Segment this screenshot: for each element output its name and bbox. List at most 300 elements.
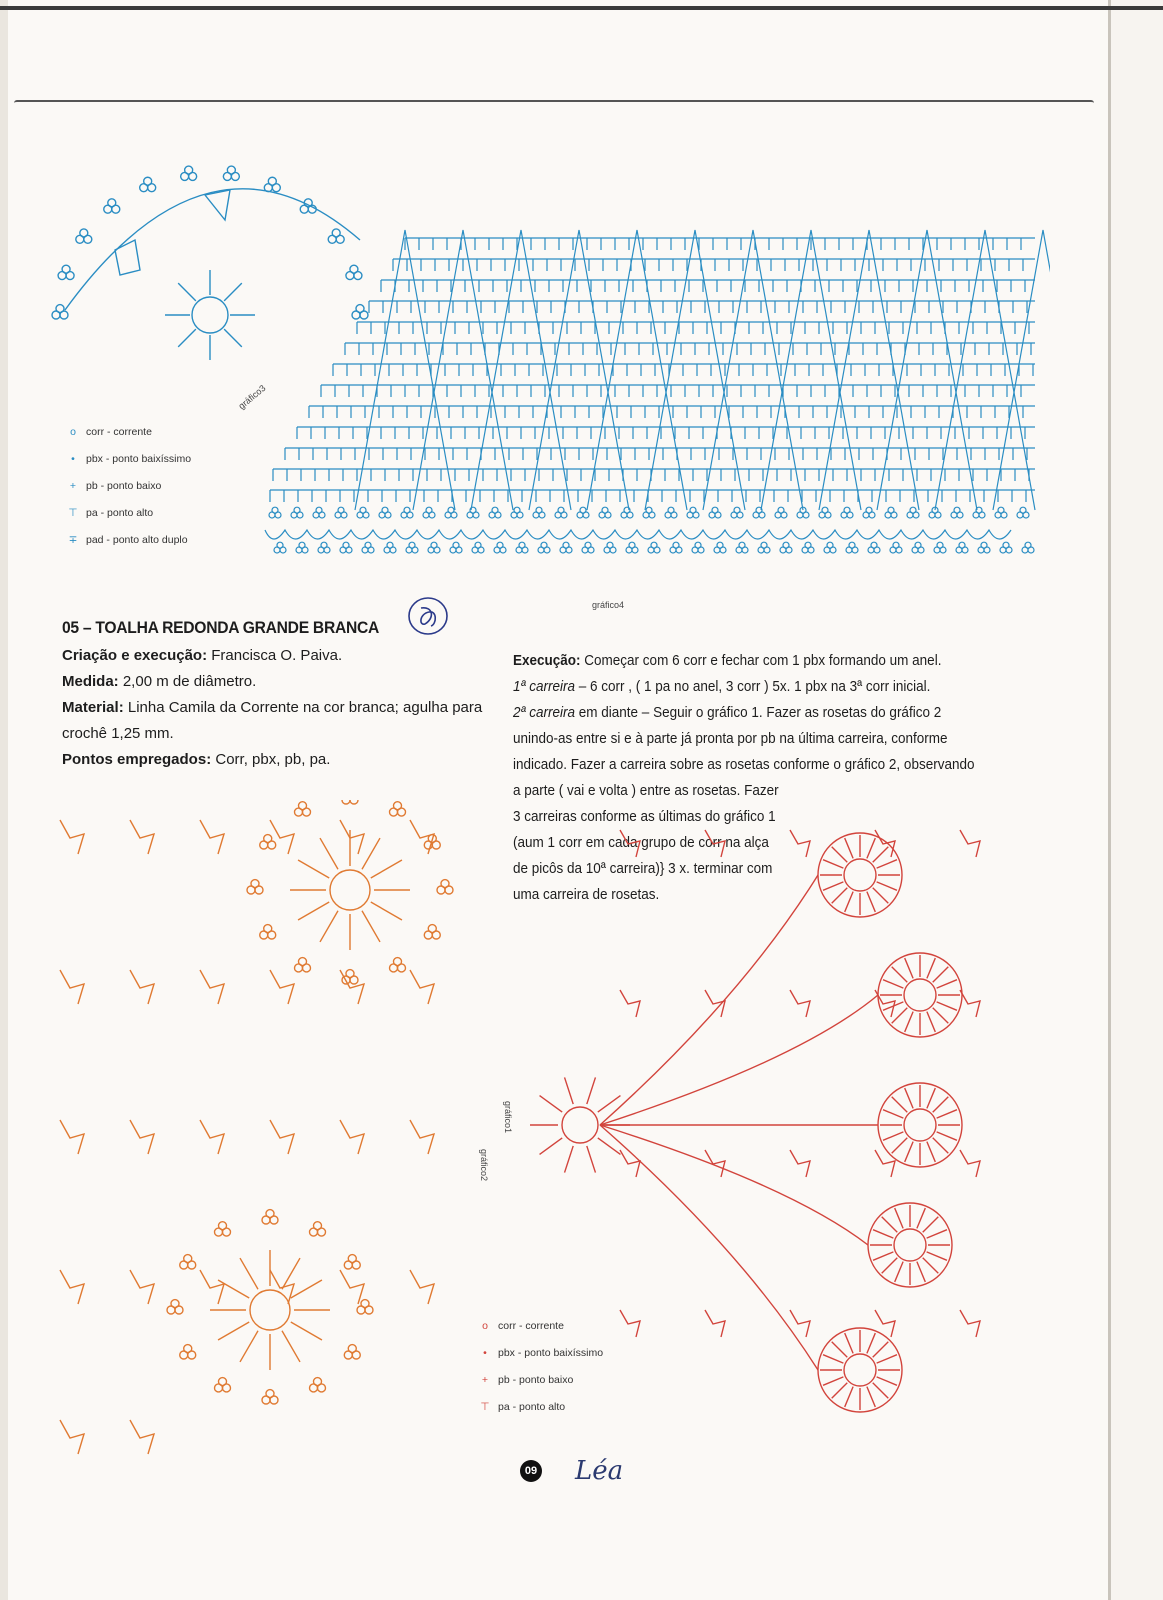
diagram-stroke [144, 177, 152, 185]
diagram-stroke [819, 230, 919, 510]
diagram-stroke [877, 860, 897, 868]
diagram-stroke [219, 1378, 227, 1386]
diagram-stroke [844, 1354, 876, 1386]
diagram-stroke [620, 1310, 640, 1337]
size-line [62, 669, 512, 695]
diagram-stroke [565, 1077, 574, 1104]
diagram-stroke [600, 875, 818, 1125]
diagram-stroke [867, 1387, 875, 1407]
diagram-stroke [892, 1097, 908, 1113]
diagram-stroke [514, 507, 520, 513]
diagram-stroke [299, 958, 307, 966]
diagram-stroke [805, 542, 811, 548]
material-line [62, 695, 512, 747]
brand-logo-icon [407, 596, 449, 636]
legend-text: corr - corrente [86, 425, 152, 438]
diagram-stroke [915, 542, 921, 548]
execution-narrow: 3 carreiras conforme as últimas do gráfico 1 (aum 1 corr em cada grupo de corr na alça de picôs da 10ª carreira)} 3 x. terminar com uma carreira de rosetas. [513, 808, 776, 903]
diagram-stroke [178, 329, 196, 347]
diagram-stroke [892, 1008, 908, 1024]
legend-row [472, 1393, 603, 1420]
top-rule [0, 6, 1163, 10]
diagram-stroke [832, 847, 848, 863]
size-label: Medida: [62, 673, 119, 690]
legend-row [60, 472, 191, 499]
diagram-stroke [904, 1109, 936, 1141]
diagram-stroke [130, 970, 154, 1004]
diagram-stroke [756, 507, 762, 513]
diagram-stroke [823, 1377, 843, 1385]
treble-crochet-symbol-icon: ∓ [68, 533, 78, 546]
diagram-stroke [361, 1300, 369, 1308]
diagram-stroke [360, 507, 366, 513]
diagram-stroke [867, 892, 875, 912]
diagram-stroke [600, 1125, 818, 1370]
diagram-stroke [587, 1077, 596, 1104]
diagram-stroke [905, 1012, 913, 1032]
diagram-stroke [832, 888, 848, 904]
legend-text: pad - ponto alto duplo [86, 533, 188, 546]
diagram-stroke [365, 542, 371, 548]
diagram-stroke [933, 1008, 949, 1024]
diagram-stroke [314, 1378, 322, 1386]
diagram-stroke [607, 542, 613, 548]
diagram-stroke [224, 329, 242, 347]
diagram-stroke [60, 1120, 84, 1154]
diagram-stroke [371, 902, 402, 920]
diagram-stroke [387, 542, 393, 548]
diagram-stroke [184, 1345, 192, 1353]
diagram-stroke [497, 542, 503, 548]
diagram-stroke [346, 970, 354, 978]
diagram-stroke [355, 230, 455, 510]
diagram-stroke [1025, 542, 1031, 548]
diagram-stroke [823, 860, 843, 868]
diagram-stroke [960, 990, 980, 1017]
diagram-stroke [933, 1138, 949, 1154]
legend-bottom [472, 1312, 603, 1420]
diagram-stroke [394, 958, 402, 966]
diagram-stroke [371, 860, 402, 878]
diagram-stroke [875, 830, 895, 857]
diagram-stroke [471, 230, 571, 510]
diagram-stroke [873, 847, 889, 863]
diagram-stroke [265, 530, 1011, 539]
diagram-stroke [171, 1300, 179, 1308]
stitches-label: Pontos empregados: [62, 751, 212, 768]
diagram-stroke [115, 240, 140, 275]
diagram-stroke [340, 1120, 364, 1154]
diagram-stroke [892, 967, 908, 983]
diagram-stroke [340, 970, 364, 1004]
diagram-stroke [600, 995, 878, 1125]
legend-row [472, 1339, 603, 1366]
diagram-stroke [62, 265, 70, 273]
diagram-stroke [294, 507, 300, 513]
diagram-stroke [240, 1331, 258, 1362]
diagram-stroke [130, 1120, 154, 1154]
diagram-stroke [299, 802, 307, 810]
diagram-stroke [927, 1012, 935, 1032]
diagram-stroke [60, 820, 84, 854]
diagram-stroke [845, 1333, 853, 1353]
legend-row [472, 1366, 603, 1393]
diagram-stroke [240, 1258, 258, 1289]
diagram-stroke [927, 1252, 947, 1260]
diagram-stroke [690, 507, 696, 513]
diagram-stroke [314, 1222, 322, 1230]
execution-row1 [513, 674, 981, 700]
diagram-stroke [130, 1420, 154, 1454]
diagram-stroke [927, 1230, 947, 1238]
page-number: 09 [520, 1460, 542, 1482]
diagram-stroke [410, 1270, 434, 1304]
diagram-stroke [705, 1310, 725, 1337]
legend-text: corr - corrente [498, 1319, 564, 1332]
chart-grafico2 [30, 800, 490, 1470]
page-edge [14, 100, 1094, 110]
row1-text: – 6 corr , ( 1 pa no anel, 3 corr ) 5x. 1 pbx na 3ª corr inicial. [575, 678, 931, 695]
diagram-stroke [108, 199, 116, 207]
diagram-stroke [778, 507, 784, 513]
double-crochet-symbol-icon: ⊤ [480, 1400, 490, 1413]
diagram-stroke [320, 838, 338, 869]
diagram-stroke [453, 542, 459, 548]
diagram-stroke [270, 970, 294, 1004]
diagram-stroke [935, 230, 1035, 510]
stitches-value: Corr, pbx, pb, pa. [211, 751, 331, 768]
diagram-stroke [348, 1345, 356, 1353]
diagram-stroke [875, 990, 895, 1017]
diagram-stroke [960, 1310, 980, 1337]
diagram-stroke [185, 166, 193, 174]
diagram-stroke [923, 1217, 939, 1233]
diagram-stroke [272, 507, 278, 513]
chart-label-grafico2: gráfico2 [479, 1148, 490, 1182]
diagram-stroke [845, 892, 853, 912]
chart-label-grafico1: gráfico1 [503, 1100, 514, 1134]
creation-line [62, 643, 512, 669]
legend-text: pb - ponto baixo [498, 1373, 574, 1386]
diagram-stroke [849, 542, 855, 548]
chain-symbol-icon: o [70, 425, 76, 438]
legend-text: pb - ponto baixo [86, 479, 162, 492]
diagram-stroke [959, 542, 965, 548]
diagram-stroke [218, 1322, 249, 1340]
diagram-stroke [60, 1270, 84, 1304]
diagram-stroke [904, 979, 936, 1011]
diagram-stroke [705, 1150, 725, 1177]
diagram-stroke [563, 542, 569, 548]
diagram-stroke [178, 283, 196, 301]
diagram-stroke [413, 230, 513, 510]
diagram-stroke [224, 283, 242, 301]
diagram-stroke [734, 507, 740, 513]
diagram-stroke [894, 1229, 926, 1261]
execution-line1: Começar com 6 corr e fechar com 1 pbx formando um anel. [580, 652, 942, 669]
diagram-stroke [761, 230, 861, 510]
diagram-stroke [130, 820, 154, 854]
material-label: Material: [62, 699, 124, 716]
slip-stitch-symbol-icon: • [483, 1346, 487, 1359]
diagram-stroke [927, 1088, 935, 1108]
diagram-stroke [883, 980, 903, 988]
single-crochet-symbol-icon: + [69, 479, 77, 492]
diagram-stroke [937, 1110, 957, 1118]
diagram-stroke [646, 507, 652, 513]
legend-text: pbx - ponto baixíssimo [498, 1346, 604, 1359]
diagram-stroke [536, 507, 542, 513]
diagram-stroke [184, 1255, 192, 1263]
diagram-stroke [200, 1120, 224, 1154]
diagram-stroke [933, 1097, 949, 1113]
diagram-stroke [343, 542, 349, 548]
diagram-stroke [629, 542, 635, 548]
diagram-stroke [845, 1387, 853, 1407]
diagram-stroke [888, 507, 894, 513]
diagram-stroke [877, 230, 977, 510]
diagram-stroke [282, 1331, 300, 1362]
diagram-stroke [562, 1107, 598, 1143]
creation-label: Criação e execução: [62, 647, 208, 664]
diagram-stroke [877, 882, 897, 890]
diagram-stroke [266, 1210, 274, 1218]
diagram-stroke [905, 1142, 913, 1162]
diagram-stroke [937, 542, 943, 548]
diagram-stroke [410, 970, 434, 1004]
diagram-stroke [428, 925, 436, 933]
diagram-stroke [892, 1138, 908, 1154]
diagram-stroke [790, 990, 810, 1017]
diagram-stroke [624, 507, 630, 513]
diagram-stroke [883, 1132, 903, 1140]
diagram-stroke [976, 507, 982, 513]
diagram-stroke [250, 1290, 290, 1330]
diagram-stroke [330, 870, 370, 910]
diagram-stroke [739, 542, 745, 548]
legend-row [60, 418, 191, 445]
diagram-stroke [717, 542, 723, 548]
diagram-stroke [875, 1150, 895, 1177]
diagram-stroke [200, 970, 224, 1004]
diagram-stroke [600, 1125, 868, 1245]
diagram-stroke [620, 830, 640, 857]
diagram-stroke [937, 1132, 957, 1140]
diagram-stroke [823, 882, 843, 890]
diagram-stroke [192, 297, 228, 333]
diagram-stroke [993, 230, 1050, 510]
diagram-stroke [873, 1230, 893, 1238]
diagram-stroke [895, 1208, 903, 1228]
diagram-stroke [219, 1222, 227, 1230]
diagram-stroke [585, 542, 591, 548]
diagram-stroke [338, 507, 344, 513]
diagram-stroke [620, 1150, 640, 1177]
diagram-stroke [875, 1310, 895, 1337]
diagram-stroke [340, 820, 364, 854]
chart-label-grafico4: gráfico4 [592, 600, 625, 610]
diagram-stroke [867, 1333, 875, 1353]
diagram-stroke [475, 542, 481, 548]
creation-value: Francisca O. Paiva. [207, 647, 343, 664]
execution-label: Execução: [513, 652, 581, 669]
article-info [62, 643, 512, 773]
diagram-stroke [348, 1255, 356, 1263]
handwritten-signature: Léa [575, 1456, 624, 1486]
diagram-stroke [937, 980, 957, 988]
diagram-stroke [620, 990, 640, 1017]
diagram-stroke [80, 229, 88, 237]
diagram-stroke [316, 507, 322, 513]
diagram-stroke [867, 838, 875, 858]
chart-label-grafico3: gráfico3 [236, 382, 268, 412]
diagram-stroke [651, 542, 657, 548]
slip-stitch-symbol-icon: • [71, 452, 75, 465]
diagram-stroke [529, 230, 629, 510]
single-crochet-symbol-icon: + [481, 1373, 489, 1386]
legend-text: pbx - ponto baixíssimo [86, 452, 192, 465]
diagram-stroke [822, 507, 828, 513]
diagram-stroke [264, 835, 272, 843]
diagram-stroke [844, 507, 850, 513]
diagram-stroke [205, 190, 230, 220]
diagram-stroke [268, 177, 276, 185]
diagram-stroke [200, 820, 224, 854]
chain-symbol-icon: o [482, 1319, 488, 1332]
diagram-stroke [431, 542, 437, 548]
diagram-stroke [227, 166, 235, 174]
diagram-stroke [844, 859, 876, 891]
diagram-stroke [298, 902, 329, 920]
diagram-stroke [882, 1258, 898, 1274]
diagram-stroke [910, 507, 916, 513]
diagram-stroke [409, 542, 415, 548]
diagram-stroke [871, 542, 877, 548]
diagram-stroke [56, 305, 64, 313]
diagram-stroke [783, 542, 789, 548]
diagram-stroke [540, 1138, 563, 1154]
diagram-stroke [923, 1258, 939, 1274]
diagram-stroke [558, 507, 564, 513]
diagram-stroke [832, 1383, 848, 1399]
article-title: 05 – TOALHA REDONDA GRANDE BRANCA [62, 618, 380, 637]
diagram-stroke [827, 542, 833, 548]
diagram-stroke [382, 507, 388, 513]
legend-text: pa - ponto alto [498, 1400, 566, 1413]
legend-row [60, 445, 191, 472]
diagram-stroke [342, 800, 350, 804]
diagram-stroke [954, 507, 960, 513]
diagram-stroke [905, 958, 913, 978]
diagram-stroke [441, 880, 449, 888]
double-crochet-symbol-icon: ⊤ [68, 506, 78, 519]
diagram-stroke [60, 1420, 84, 1454]
diagram-stroke [587, 1146, 596, 1173]
diagram-stroke [873, 1252, 893, 1260]
diagram-stroke [565, 1146, 574, 1173]
diagram-stroke [960, 830, 980, 857]
chart-grafico4 [255, 210, 1050, 580]
diagram-stroke [264, 925, 272, 933]
legend-row [60, 526, 191, 553]
diagram-stroke [470, 507, 476, 513]
diagram-stroke [266, 1390, 274, 1398]
diagram-stroke [60, 970, 84, 1004]
diagram-stroke [362, 911, 380, 942]
row2-label: 2ª carreira [513, 704, 576, 721]
size-value: 2,00 m de diâmetro. [118, 673, 257, 690]
diagram-stroke [448, 507, 454, 513]
diagram-stroke [761, 542, 767, 548]
diagram-stroke [712, 507, 718, 513]
diagram-stroke [668, 507, 674, 513]
diagram-stroke [492, 507, 498, 513]
diagram-stroke [1020, 507, 1026, 513]
diagram-stroke [410, 1120, 434, 1154]
diagram-stroke [321, 542, 327, 548]
diagram-stroke [790, 1150, 810, 1177]
diagram-stroke [927, 958, 935, 978]
diagram-stroke [893, 542, 899, 548]
diagram-stroke [200, 1270, 224, 1304]
diagram-stroke [790, 830, 810, 857]
diagram-stroke [350, 800, 358, 804]
diagram-stroke [832, 1342, 848, 1358]
diagram-stroke [673, 542, 679, 548]
diagram-stroke [905, 1088, 913, 1108]
diagram-stroke [277, 542, 283, 548]
diagram-stroke [937, 1002, 957, 1010]
diagram-stroke [320, 911, 338, 942]
diagram-stroke [895, 1262, 903, 1282]
diagram-stroke [394, 802, 402, 810]
diagram-stroke [340, 1270, 364, 1304]
row2-text: em diante – Seguir o gráfico 1. Fazer as rosetas do gráfico 2 unindo-as entre si e à parte já pronta por pb na última carreira, conforme indicado. Fazer a carreira sobre as rosetas conforme o gráfico 2, observando a parte ( vai e volta ) entre as rosetas. Fazer [513, 704, 975, 799]
legend-row [472, 1312, 603, 1339]
diagram-stroke [362, 838, 380, 869]
diagram-stroke [540, 1096, 563, 1112]
diagram-stroke [873, 1342, 889, 1358]
diagram-stroke [130, 1270, 154, 1304]
legend-row [60, 499, 191, 526]
legend-top [60, 418, 191, 553]
diagram-stroke [587, 230, 687, 510]
diagram-stroke [298, 860, 329, 878]
diagram-stroke [877, 1355, 897, 1363]
diagram-stroke [291, 1280, 322, 1298]
diagram-stroke [602, 507, 608, 513]
diagram-stroke [291, 1322, 322, 1340]
diagram-stroke [251, 880, 259, 888]
stitches-line [62, 747, 512, 773]
diagram-stroke [981, 542, 987, 548]
row1-label: 1ª carreira [513, 678, 576, 695]
diagram-stroke [519, 542, 525, 548]
diagram-stroke [823, 1355, 843, 1363]
diagram-stroke [927, 1142, 935, 1162]
diagram-stroke [866, 507, 872, 513]
diagram-stroke [580, 507, 586, 513]
material-value: Linha Camila da Corrente na cor branca; agulha para crochê 1,25 mm. [62, 699, 483, 742]
diagram-stroke [877, 1377, 897, 1385]
diagram-stroke [873, 1383, 889, 1399]
diagram-stroke [845, 838, 853, 858]
diagram-stroke [541, 542, 547, 548]
diagram-stroke [873, 888, 889, 904]
diagram-stroke [404, 507, 410, 513]
diagram-stroke [883, 1110, 903, 1118]
diagram-stroke [299, 542, 305, 548]
